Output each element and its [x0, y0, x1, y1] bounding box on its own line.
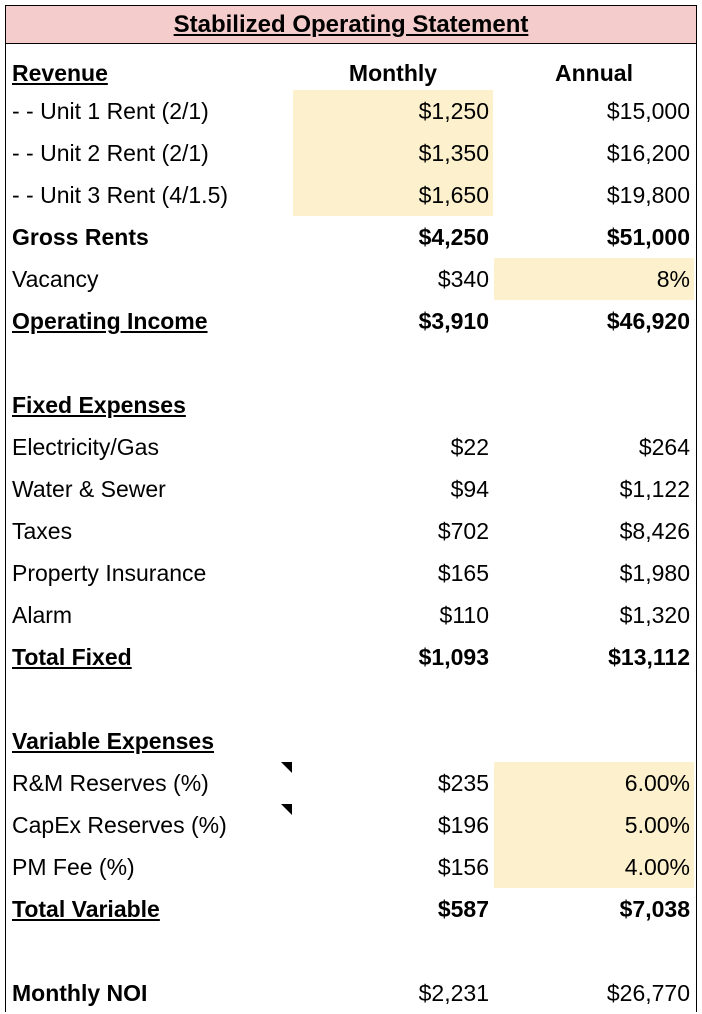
row-label[interactable]: Electricity/Gas — [12, 434, 159, 460]
annual-value[interactable]: $1,320 — [619, 602, 690, 628]
monthly-value[interactable]: $702 — [437, 518, 489, 544]
annual-value[interactable]: $26,770 — [606, 980, 690, 1006]
annual-value[interactable]: $46,920 — [606, 308, 690, 334]
annual-value[interactable]: $8,426 — [619, 518, 690, 544]
variable-row-capex-reserves — [6, 804, 696, 846]
row-label[interactable]: Vacancy — [12, 266, 99, 292]
revenue-heading[interactable]: Revenue — [12, 60, 108, 86]
fixed-row-taxes — [6, 510, 696, 552]
fixed-expenses-heading-row — [6, 384, 696, 426]
sheet-title[interactable]: Stabilized Operating Statement — [6, 6, 696, 44]
cell-note-icon[interactable] — [281, 762, 292, 773]
annual-value[interactable]: $264 — [638, 434, 690, 460]
operating-income-row — [6, 300, 696, 342]
row-label[interactable]: Water & Sewer — [12, 476, 166, 502]
fixed-expenses-heading[interactable]: Fixed Expenses — [12, 392, 186, 418]
row-label[interactable]: Monthly NOI — [12, 980, 148, 1006]
monthly-value[interactable]: $110 — [439, 602, 489, 628]
monthly-value[interactable]: $235 — [437, 770, 489, 796]
total-variable-row — [6, 888, 696, 930]
header-row — [6, 52, 696, 94]
annual-value[interactable]: $15,000 — [606, 98, 690, 124]
monthly-value[interactable]: $22 — [450, 434, 489, 460]
monthly-value-input[interactable]: $1,350 — [293, 132, 493, 174]
variable-row-rm-reserves — [6, 762, 696, 804]
variable-row-pm-fee — [6, 846, 696, 888]
row-label[interactable]: CapEx Reserves (%) — [12, 812, 227, 838]
revenue-row-unit-3 — [6, 174, 696, 216]
annual-header[interactable]: Annual — [555, 60, 633, 86]
row-label[interactable]: Total Variable — [12, 896, 160, 922]
annual-value[interactable]: $16,200 — [606, 140, 690, 166]
monthly-value[interactable]: $4,250 — [418, 224, 489, 250]
monthly-value[interactable]: $2,231 — [418, 980, 489, 1006]
row-label[interactable]: - - Unit 3 Rent (4/1.5) — [12, 182, 229, 208]
rate-input[interactable]: 5.00% — [494, 804, 694, 846]
gross-rents-row — [6, 216, 696, 258]
annual-value[interactable]: $13,112 — [608, 644, 690, 670]
annual-value[interactable]: $1,980 — [619, 560, 690, 586]
monthly-header[interactable]: Monthly — [348, 60, 438, 86]
row-label[interactable]: - - Unit 2 Rent (2/1) — [12, 140, 209, 166]
monthly-value[interactable]: $156 — [437, 854, 489, 880]
variable-expenses-heading[interactable]: Variable Expenses — [12, 728, 215, 754]
row-label[interactable]: R&M Reserves (%) — [12, 770, 209, 796]
row-label[interactable]: - - Unit 1 Rent (2/1) — [12, 98, 209, 124]
monthly-value[interactable]: $340 — [437, 266, 489, 292]
monthly-noi-row — [6, 972, 696, 1014]
row-label[interactable]: Gross Rents — [12, 224, 149, 250]
operating-statement-sheet — [5, 5, 697, 1012]
row-label[interactable]: PM Fee (%) — [12, 854, 135, 880]
total-fixed-row — [6, 636, 696, 678]
revenue-row-unit-2 — [6, 132, 696, 174]
rate-input[interactable]: 6.00% — [494, 762, 694, 804]
row-label[interactable]: Operating Income — [12, 308, 208, 334]
revenue-row-unit-1 — [6, 90, 696, 132]
fixed-row-electricity — [6, 426, 696, 468]
fixed-row-water — [6, 468, 696, 510]
rate-input[interactable]: 4.00% — [494, 846, 694, 888]
fixed-row-insurance — [6, 552, 696, 594]
monthly-value[interactable]: $165 — [437, 560, 489, 586]
annual-value[interactable]: $7,038 — [619, 896, 690, 922]
row-label[interactable]: Property Insurance — [12, 560, 207, 586]
annual-value[interactable]: $51,000 — [606, 224, 690, 250]
row-label[interactable]: Taxes — [12, 518, 73, 544]
monthly-value[interactable]: $196 — [437, 812, 489, 838]
fixed-row-alarm — [6, 594, 696, 636]
row-label[interactable]: Total Fixed — [12, 644, 132, 670]
variable-expenses-heading-row — [6, 720, 696, 762]
vacancy-rate-input[interactable]: 8% — [494, 258, 694, 300]
monthly-value[interactable]: $3,910 — [418, 308, 489, 334]
monthly-value[interactable]: $94 — [450, 476, 489, 502]
monthly-value-input[interactable]: $1,250 — [293, 90, 493, 132]
vacancy-row — [6, 258, 696, 300]
monthly-value[interactable]: $587 — [437, 896, 489, 922]
annual-value[interactable]: $19,800 — [606, 182, 690, 208]
cell-note-icon[interactable] — [281, 804, 292, 815]
annual-value[interactable]: $1,122 — [619, 476, 690, 502]
monthly-value-input[interactable]: $1,650 — [293, 174, 493, 216]
monthly-value[interactable]: $1,093 — [418, 644, 489, 670]
row-label[interactable]: Alarm — [12, 602, 73, 628]
